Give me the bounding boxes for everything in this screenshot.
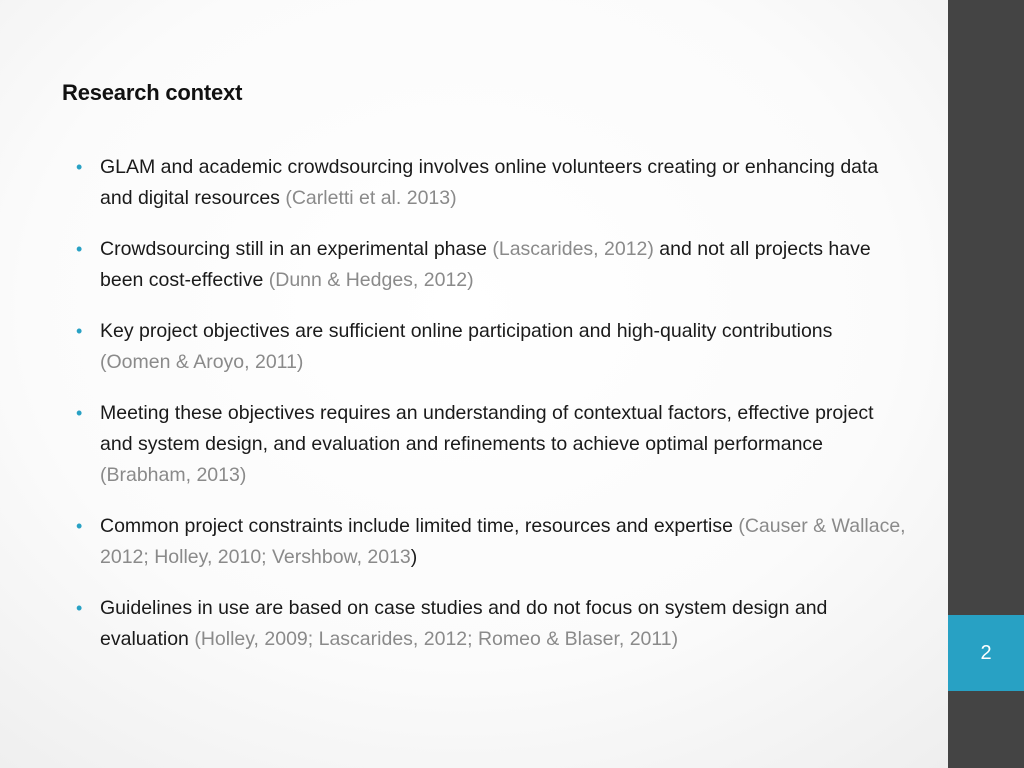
- bullet-dot-icon: •: [76, 239, 83, 259]
- bullet-text: Crowdsourcing still in an experimental phase: [100, 238, 493, 260]
- bullet-list: [76, 152, 906, 675]
- bullet-item: [76, 234, 906, 296]
- bullet-dot-icon: •: [76, 516, 83, 536]
- bullet-dot-icon: •: [76, 321, 83, 341]
- citation: (Oomen & Aroyo, 2011): [100, 351, 304, 373]
- bullet-item: [76, 511, 906, 573]
- bullet-item: [76, 593, 906, 655]
- bullet-text: Key project objectives are sufficient online participation and high-quality contributions: [100, 320, 833, 342]
- bullet-dot-icon: •: [76, 598, 83, 618]
- citation: (Holley, 2009; Lascarides, 2012; Romeo & Blaser, 2011): [194, 628, 679, 650]
- citation: (Brabham, 2013): [100, 464, 247, 486]
- bullet-item: [76, 398, 906, 491]
- closing-paren: ): [410, 546, 418, 568]
- slide-title: Research context: [62, 80, 243, 105]
- bullet-dot-icon: •: [76, 157, 83, 177]
- bullet-item: [76, 152, 906, 214]
- bullet-text: Guidelines in use are based on case studies and do not focus on system design and evaluation: [100, 597, 828, 650]
- page-number-badge: 2: [948, 615, 1024, 691]
- citation: (Carletti et al. 2013): [285, 187, 457, 209]
- citation: (Causer & Wallace, 2012; Holley, 2010; Vershbow, 2013: [100, 515, 906, 568]
- citation: (Dunn & Hedges, 2012): [268, 269, 474, 291]
- citation: (Lascarides, 2012): [492, 238, 654, 260]
- bullet-text-continued: and not all projects have been cost-effective: [100, 238, 871, 291]
- bullet-item: [76, 316, 906, 378]
- bullet-text: Common project constraints include limited time, resources and expertise: [100, 515, 739, 537]
- bullet-text: Meeting these objectives requires an understanding of contextual factors, effective project and system design, and evaluation and refinements to achieve optimal performance: [100, 402, 874, 455]
- bullet-text: GLAM and academic crowdsourcing involves online volunteers creating or enhancing data and digital resources: [100, 156, 879, 209]
- bullet-dot-icon: •: [76, 403, 83, 423]
